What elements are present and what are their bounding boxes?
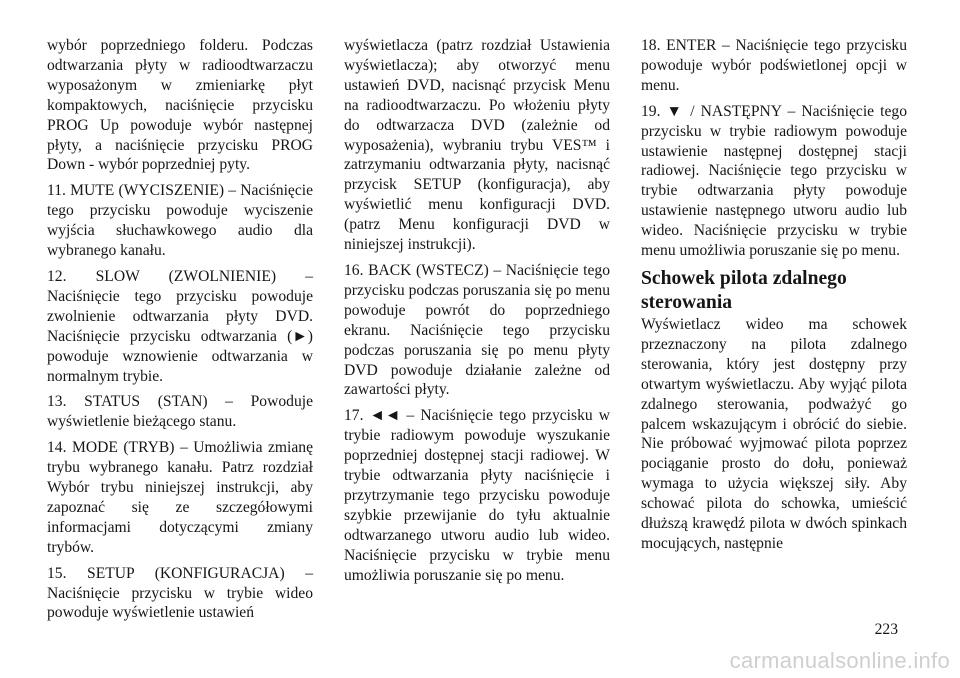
page-number: 223 [874, 621, 898, 638]
paragraph-item-12: 12. SLOW (ZWOLNIENIE) – Naciśnięcie tego przycisku powoduje zwolnienie odtwarzania płyty DVD. Naciśnięcie przycisku odtwarzania (►) powoduje wznowienie odtwarzania w normalnym trybie. [47, 267, 313, 385]
text-column-2 [344, 36, 610, 591]
text-column-1 [47, 36, 313, 629]
paragraph-item-19: 19. ▼ / NASTĘPNY – Naciśnięcie tego przycisku w trybie radiowym powoduje ustawienie następnej dostępnej stacji radiowej. Naciśnięcie tego przycisku w trybie odtwarzania płyty powoduje ustawienie następnego utworu audio lub wideo. Naciśnięcie przycisku w trybie menu umożliwia poruszanie się po menu. [641, 102, 907, 260]
paragraph: wybór poprzedniego folderu. Podczas odtwarzania płyty w radioodtwarzaczu wyposażonym w zmieniarkę płyt kompaktowych, naciśnięcie przycisku PROG Up powoduje wybór następnej płyty, a naciśnięcie przycisku PROG Down - wybór poprzedniej pyty. [47, 37, 313, 174]
paragraph: Wyświetlacz wideo ma schowek przeznaczony na pilota zdalnego sterowania, który jest dostępny przy otwartym wyświetlaczu. Aby wyjąć pilota zdalnego sterowania, podważyć go palcem wskazującym i obrócić do siebie. Nie próbować wyjmować pilota poprzez pociąganie prosto do dołu, ponieważ wymaga to użycia większej siły. Aby schować pilota do schowka, umieścić dłuższą krawędź pilota w dwóch spinkach mocujących, następnie [641, 315, 907, 552]
paragraph: wyświetlacza (patrz rozdział Ustawienia wyświetlacza); aby otworzyć menu ustawień DVD, nacisnąć przycisk Menu na radioodtwarzaczu. Po włożeniu płyty do odtwarzacza DVD (zależnie od wyposażenia), wybraniu trybu VES™ i zatrzymaniu odtwarzania płyty, nacisnąć przycisk SETUP (konfiguracja), aby wyświetlić menu konfiguracji DVD. (patrz Menu konfiguracji DVD w niniejszej instrukcji). [344, 37, 610, 254]
watermark: carmanualsonline.info [729, 648, 950, 673]
text-column-3 [641, 36, 907, 560]
paragraph-item-14: 14. MODE (TRYB) – Umożliwia zmianę trybu wybranego kanału. Patrz rozdział Wybór trybu niniejszej instrukcji, aby zapoznać się ze szczegółowymi informacjami dotyczącymi zmiany trybów. [47, 439, 313, 556]
paragraph-item-13: 13. STATUS (STAN) – Powoduje wyświetlenie bieżącego stanu. [47, 393, 313, 431]
paragraph-item-18: 18. ENTER – Naciśnięcie tego przycisku powoduje wybór podświetlonej opcji w menu. [641, 37, 907, 94]
section-heading: Schowek pilota zdalnego sterowania [641, 267, 847, 313]
paragraph-item-17: 17. ◄◄ – Naciśnięcie tego przycisku w trybie radiowym powoduje wyszukanie poprzedniej dostępnej stacji radiowej. W trybie odtwarzania płyty naciśnięcie i przytrzymanie tego przycisku powoduje szybkie przewijanie do tyłu aktualnie odtwarzanego utworu audio lub wideo. Naciśnięcie przycisku w trybie menu umożliwia poruszanie się po menu. [344, 407, 610, 584]
paragraph-item-15: 15. SETUP (KONFIGURACJA) – Naciśnięcie przycisku w trybie wideo powoduje wyświetlenie ustawień [47, 564, 313, 622]
paragraph-item-11: 11. MUTE (WYCISZENIE) – Naciśnięcie tego przycisku powoduje wyciszenie wyjścia słuchawkowego audio dla wybranego kanału. [47, 182, 313, 260]
paragraph-item-16: 16. BACK (WSTECZ) – Naciśnięcie tego przycisku podczas poruszania się po menu powoduje powrót do poprzedniego ekranu. Naciśnięcie tego przycisku podczas poruszania się po menu płyty DVD powoduje działanie zależne od zawartości płyty. [344, 261, 610, 399]
